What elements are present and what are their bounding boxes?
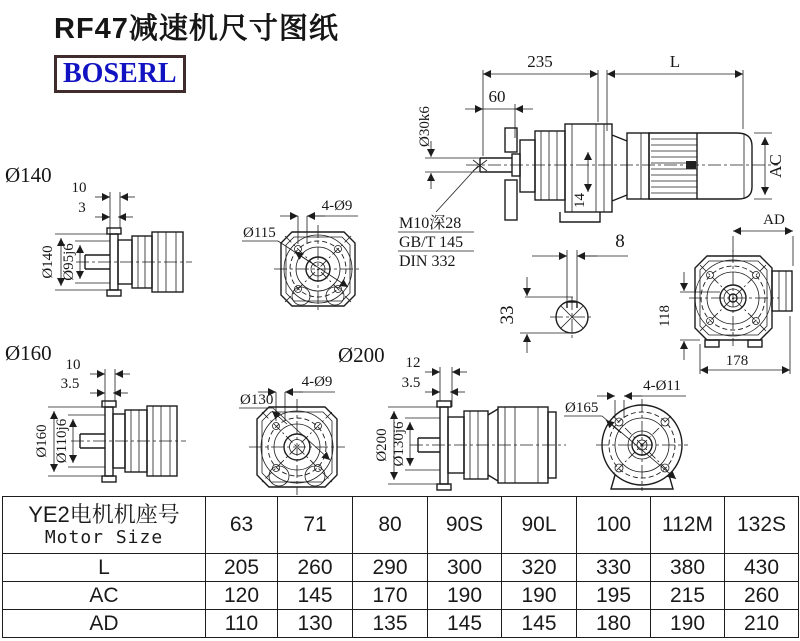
flange-140-front-view [242, 198, 362, 313]
dim-outer-160: Ø160 [34, 424, 50, 458]
dim-L: L [669, 52, 681, 71]
table-cell: 130 [278, 610, 353, 638]
table-cell: 210 [725, 610, 799, 638]
col-header: 71 [278, 497, 353, 554]
table-row-AD [3, 610, 799, 638]
table-cell: 215 [651, 582, 725, 610]
flange-200-label: Ø200 [338, 343, 385, 367]
header-cn: YE2电机机座号 [28, 501, 180, 527]
table-cell: 260 [725, 582, 799, 610]
table-cell: 430 [725, 554, 799, 582]
flange-140-label: Ø140 [5, 163, 52, 187]
dim-10: 10 [71, 180, 87, 196]
row-label: L [3, 554, 206, 582]
table-cell: 190 [502, 582, 577, 610]
col-header: 132S [725, 497, 799, 554]
note-line3: DIN 332 [399, 253, 456, 270]
dim-spigot-130: Ø130j6 [391, 421, 407, 467]
dim-178: 178 [725, 353, 749, 369]
dim-holes-165: 4-Ø11 [643, 378, 681, 394]
table-row-AC [3, 582, 799, 610]
table-cell: 180 [577, 610, 651, 638]
table-cell: 190 [428, 582, 502, 610]
flange-200-front-view [239, 374, 345, 495]
rear-view [657, 250, 792, 374]
dim-outer-200: Ø200 [374, 428, 390, 462]
shaft-end-section [497, 231, 628, 353]
table-cell: 145 [428, 610, 502, 638]
dim-pitch-165: Ø165 [565, 400, 599, 416]
dim-3: 3 [78, 200, 86, 216]
dim-key-height: 33 [497, 305, 518, 325]
brand-logo: BOSERL [54, 55, 186, 93]
table-cell: 290 [353, 554, 428, 582]
flange-160-side-view [5, 341, 186, 482]
table-cell: 205 [206, 554, 278, 582]
table-cell: 135 [353, 610, 428, 638]
col-header: 80 [353, 497, 428, 554]
dim-35-160: 3.5 [60, 376, 80, 392]
row-label: AD [3, 610, 206, 638]
dim-235: 235 [527, 52, 553, 71]
col-header: 90L [502, 497, 577, 554]
flange-160-label: Ø160 [5, 341, 52, 365]
flange-200-side-view [338, 343, 566, 490]
flange-140-side-view [5, 163, 192, 296]
dim-12: 12 [405, 355, 421, 371]
table-cell: 120 [206, 582, 278, 610]
table-cell: 195 [577, 582, 651, 610]
nameplate-mark [686, 161, 696, 169]
table-cell: 190 [651, 610, 725, 638]
dim-AD: AD [763, 212, 785, 228]
dim-35-200: 3.5 [401, 375, 421, 391]
dim-outer-140: Ø140 [40, 245, 56, 279]
table-row-L [3, 554, 799, 582]
note-line1: M10深28 [399, 215, 462, 232]
main-side-view [417, 52, 793, 266]
motor-flange-view [564, 378, 688, 491]
thread-note [398, 214, 474, 270]
table-cell: 380 [651, 554, 725, 582]
dim-60: 60 [488, 87, 506, 106]
note-line2: GB/T 145 [399, 234, 464, 251]
table-cell: 145 [502, 610, 577, 638]
dim-key-width: 8 [615, 231, 625, 252]
col-header: 90S [428, 497, 502, 554]
table-cell: 260 [278, 554, 353, 582]
page-title: RF47减速机尺寸图纸 [54, 13, 339, 45]
dim-AC: AC [766, 154, 785, 178]
dimension-table [2, 496, 798, 638]
table-cell: 320 [502, 554, 577, 582]
motor-size-header [3, 497, 206, 554]
table-header-row [3, 497, 799, 554]
table-cell: 300 [428, 554, 502, 582]
dim-10-160: 10 [65, 357, 81, 373]
dim-pitch-130: Ø130 [240, 392, 274, 408]
table-cell: 110 [206, 610, 278, 638]
dim-14: 14 [572, 193, 588, 208]
dim-holes-200: 4-Ø9 [301, 374, 333, 390]
table-cell: 170 [353, 582, 428, 610]
col-header: 112M [651, 497, 725, 554]
dim-pitch-115: Ø115 [243, 225, 276, 241]
col-header: 63 [206, 497, 278, 554]
row-label: AC [3, 582, 206, 610]
table-cell: 145 [278, 582, 353, 610]
table-cell: 330 [577, 554, 651, 582]
dim-118: 118 [657, 305, 673, 327]
dim-spigot-95: Ø95j6 [61, 243, 77, 281]
dim-shaft-dia: Ø30k6 [417, 106, 433, 147]
dim-holes-140: 4-Ø9 [321, 198, 353, 214]
header-en: Motor Size [44, 527, 164, 549]
col-header: 100 [577, 497, 651, 554]
dim-spigot-110: Ø110j6 [54, 418, 70, 464]
